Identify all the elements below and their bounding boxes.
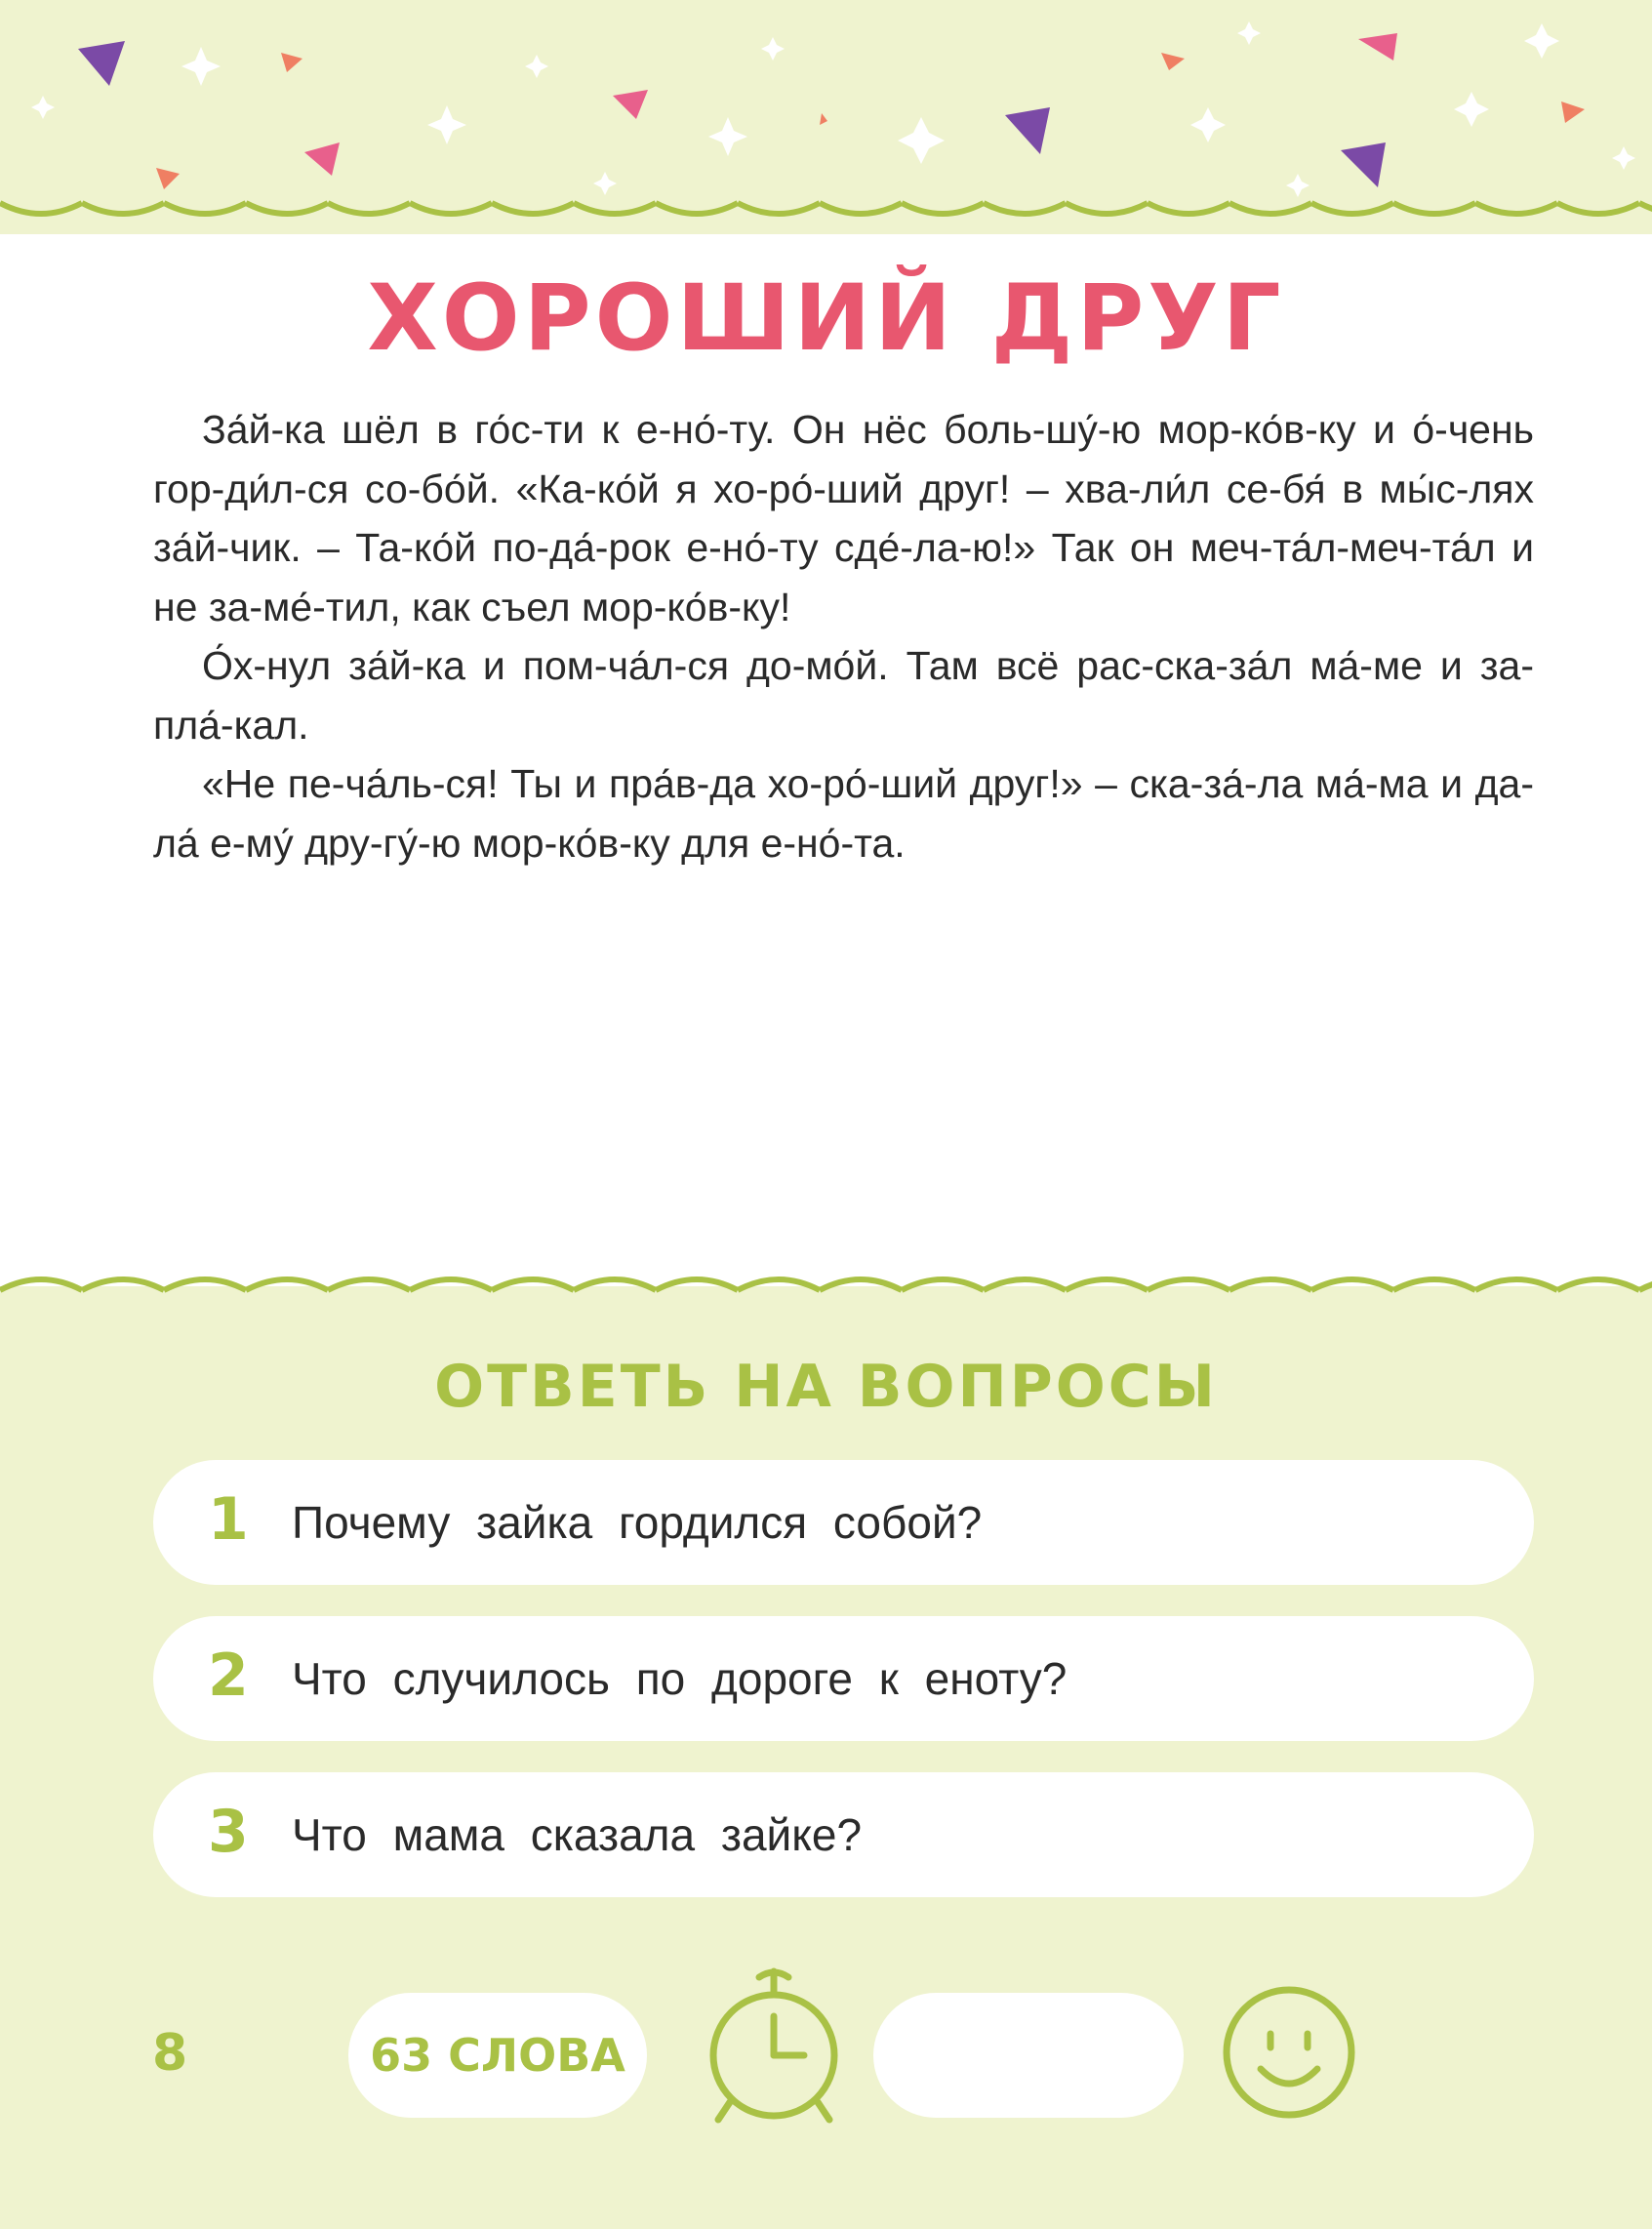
question-number: 2 xyxy=(208,1641,249,1710)
smiley-icon xyxy=(1216,1979,1362,2126)
questions-heading: ОТВЕТЬ НА ВОПРОСЫ xyxy=(434,1353,1218,1421)
question-item xyxy=(153,1460,1534,1585)
scallop-edge-bottom xyxy=(0,1259,1652,1298)
reading-time-field[interactable] xyxy=(873,1993,1184,2118)
scallop-edge-top xyxy=(0,203,1652,214)
question-item xyxy=(153,1772,1534,1897)
story-paragraph: О́х-нул за́й-ка и пом-ча́л-ся до-мо́й. Там всё рас-ска-за́л ма́-ме и за-пла́-кал. xyxy=(153,643,1534,748)
question-text: Что случилось по дороге к еноту? xyxy=(292,1653,1068,1704)
page-title: ХОРОШИЙ ДРУГ xyxy=(367,265,1285,372)
question-number: 3 xyxy=(208,1798,249,1866)
question-number: 1 xyxy=(208,1485,249,1554)
question-text: Почему зайка гордился собой? xyxy=(292,1497,983,1548)
top-confetti-decoration xyxy=(0,0,1652,244)
alarm-clock-icon xyxy=(701,1964,847,2129)
confetti-triangles xyxy=(78,33,1585,189)
question-text: Что мама сказала зайке? xyxy=(292,1809,863,1860)
story-text xyxy=(153,400,1534,872)
story-paragraph: За́й-ка шёл в го́с-ти к е-но́-ту. Он нёс боль-шу́-ю мор-ко́в-ку и о́-чень гор-ди́л-ся со-бо́й. «Ка-ко́й я хо-ро́-ший друг! – хва-ли́л се-бя́ в мы́с-лях за́й-чик. – Та-ко́й по-да́-рок е-но́-ту сде́-ла-ю!» Так он меч-та́л-меч-та́л и не за-ме́-тил, как съел мор-ко́в-ку! xyxy=(153,407,1534,629)
story-paragraph: «Не пе-ча́ль-ся! Ты и пра́в-да хо-ро́-ший друг!» – ска-за́-ла ма́-ма и да-ла́ е-му́ дру-гу́-ю мор-ко́в-ку для е-но́-та. xyxy=(153,761,1534,866)
question-item xyxy=(153,1616,1534,1741)
page-number: 8 xyxy=(152,2024,188,2083)
word-count-badge: 63 СЛОВА xyxy=(348,1993,647,2118)
